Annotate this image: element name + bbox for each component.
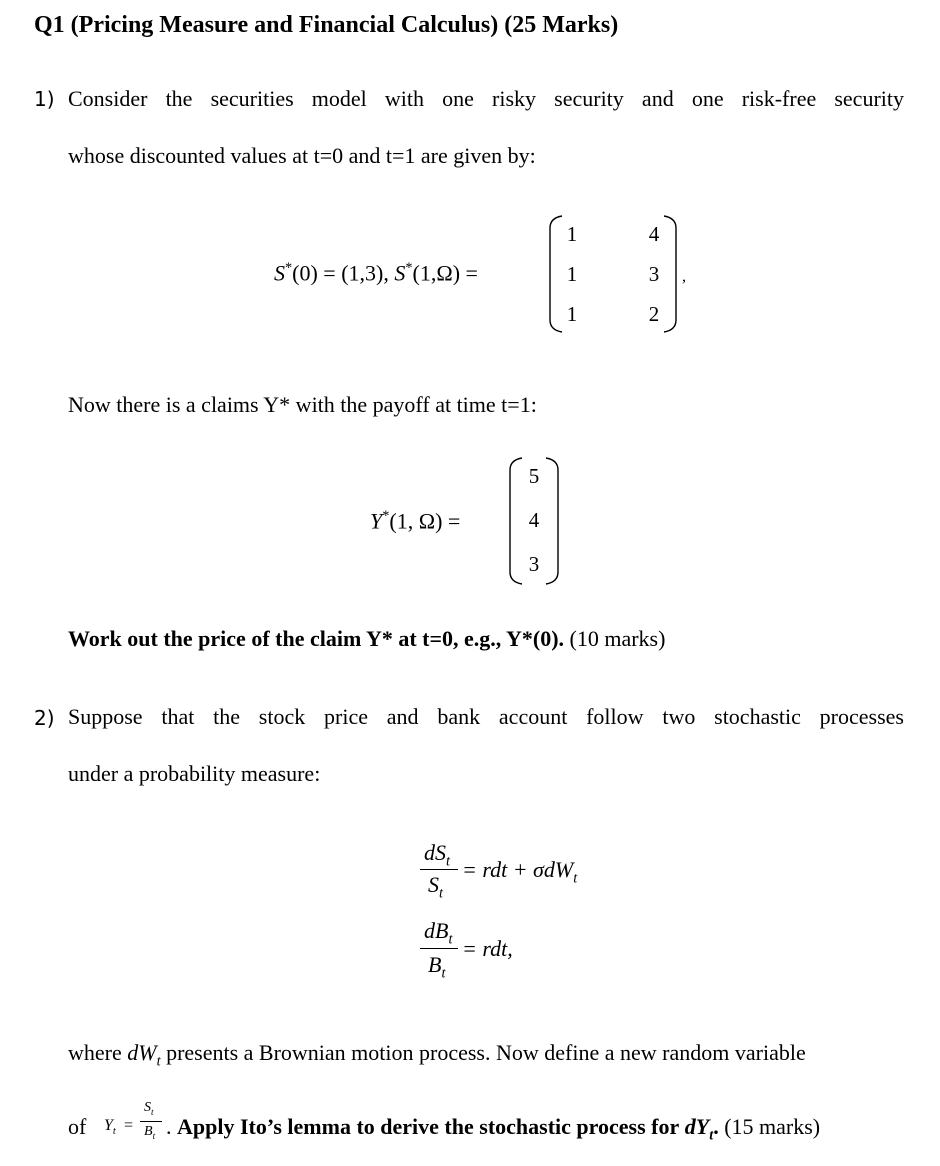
of-word: of [68, 1114, 87, 1139]
period: . [713, 1114, 719, 1139]
vector-cell: 4 [528, 508, 540, 532]
S: S [428, 872, 439, 897]
question-title: Q1 (Pricing Measure and Financial Calculus) (25 Marks) [34, 12, 619, 38]
eq1-rhs [462, 857, 577, 887]
B: B [144, 1124, 153, 1139]
star: * [382, 508, 390, 524]
sub-t: t [441, 965, 446, 982]
part2-task-text: Apply Ito’s lemma to derive the stochastic process for [177, 1114, 680, 1139]
where-word: where [68, 1040, 122, 1065]
symbol-Y: Y [370, 508, 383, 534]
matrix-cell: 4 [648, 222, 660, 246]
eq2-rhs [462, 936, 513, 962]
symbol-S: S [274, 260, 285, 286]
sub-t: t [112, 1126, 116, 1138]
part2-number: 2) [34, 706, 55, 730]
star: * [285, 260, 293, 276]
part2-line2: under a probability measure: [68, 761, 321, 786]
equals-sign: = [124, 1117, 134, 1134]
dY-var: dY [684, 1114, 710, 1139]
Y: Y [104, 1117, 113, 1134]
s1-lhs: (1,Ω) = [412, 260, 478, 286]
y-lhs: (1, Ω) = [389, 508, 461, 534]
part1-task [68, 626, 665, 652]
S: S [144, 1100, 151, 1115]
fraction-bar [420, 869, 458, 870]
dB: dB [424, 918, 449, 943]
sub-t: t [156, 1053, 161, 1070]
part2-marks: (15 marks) [724, 1114, 821, 1139]
dW-var: dW [127, 1040, 157, 1065]
part2-task [166, 1114, 820, 1144]
eq1-numerator [424, 840, 450, 870]
part1-line2: whose discounted values at t=0 and t=1 are given by: [68, 143, 536, 168]
frac-numerator [144, 1100, 154, 1117]
part2-line1: Suppose that the stock price and bank account follow two stochastic processes [68, 704, 904, 729]
matrix-cell: 1 [566, 222, 578, 246]
trailing-comma: , [682, 268, 686, 285]
matrix-cell: 1 [566, 262, 578, 286]
part1-task-text: Work out the price of the claim Y* at t=0, e.g., Y*(0). [68, 626, 565, 651]
part1-marks: (10 marks) [569, 626, 666, 651]
sub-t: t [448, 931, 453, 948]
fraction-bar [140, 1121, 162, 1122]
vector-cell: 5 [528, 464, 540, 488]
vector-cell: 3 [528, 552, 540, 576]
sub-t: t [439, 885, 443, 902]
s0-value: (0) = (1,3), [292, 260, 389, 286]
eq1-denominator [428, 872, 443, 902]
rhs: = rdt + σdW [462, 857, 574, 882]
sub-t: t [151, 1106, 154, 1117]
eq2-denominator [428, 952, 445, 982]
fraction-bar [420, 948, 458, 949]
equation-securities [274, 260, 478, 286]
where-text: presents a Brownian motion process. Now define a new random variable [166, 1040, 806, 1065]
dS: dS [424, 840, 446, 865]
symbol-S: S [394, 260, 406, 286]
part1-line1: Consider the securities model with one risky security and one risk-free security [68, 86, 904, 111]
frac-denominator [144, 1124, 155, 1141]
matrix-cell: 1 [566, 302, 578, 326]
equation-claim [370, 508, 460, 534]
period: . [166, 1114, 172, 1139]
sub-t: t [573, 870, 578, 887]
matrix-cell: 3 [648, 262, 660, 286]
Y-var [104, 1117, 116, 1137]
sub-t: t [446, 853, 450, 870]
matrix-cell: 2 [648, 302, 660, 326]
where-line [68, 1040, 806, 1070]
star: * [405, 260, 413, 276]
claim-text: Now there is a claims Y* with the payoff at time t=1: [68, 392, 537, 417]
B: B [428, 952, 442, 977]
eq2-numerator [424, 918, 452, 948]
sub-t: t [709, 1127, 714, 1144]
rhs: = rdt, [462, 936, 513, 961]
part1-number: 1) [34, 87, 55, 111]
sub-t: t [152, 1130, 156, 1141]
